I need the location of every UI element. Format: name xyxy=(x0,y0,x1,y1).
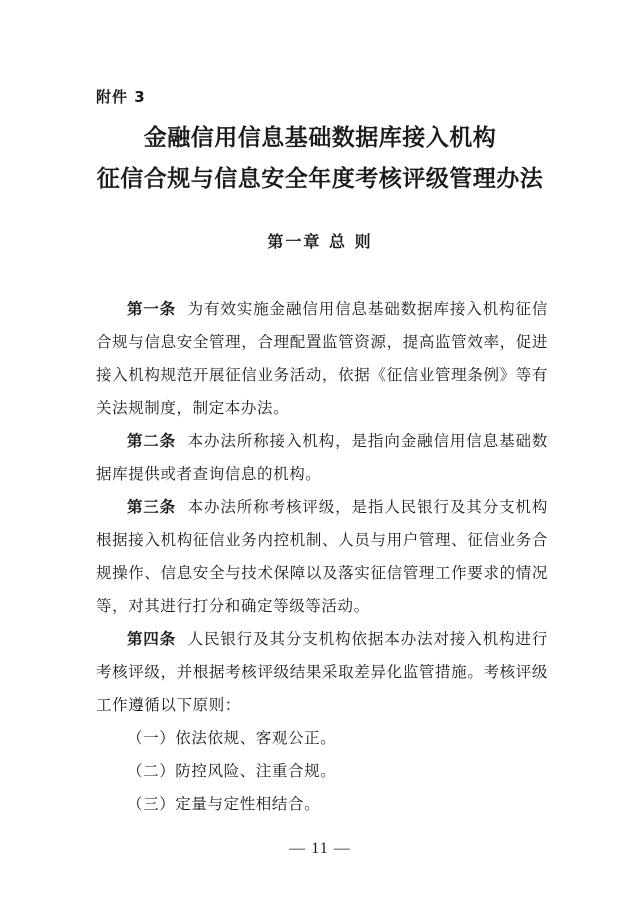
document-body xyxy=(96,293,548,821)
chapter-heading: 第一章 总 则 xyxy=(267,232,373,251)
article-label: 第一条 xyxy=(127,300,176,318)
document-title-line-1: 金融信用信息基础数据库接入机构 xyxy=(143,125,497,151)
article-text: 为有效实施金融信用信息基础数据库接入机构征信合规与信息安全管理，合理配置监管资源，提高监管效率，促进接入机构规范开展征信业务活动，依据《征信业管理条例》等有关法规制度，制定本办法。 xyxy=(96,300,548,417)
attachment-label: 附件 3 xyxy=(96,88,146,106)
page-number: — 11 — xyxy=(289,840,351,857)
article-2 xyxy=(96,425,548,491)
article-label: 第三条 xyxy=(127,498,176,516)
principle-item: （二）防控风险、注重合规。 xyxy=(127,762,337,780)
document-title-line-2: 征信合规与信息安全年度考核评级管理办法 xyxy=(96,166,544,192)
article-1 xyxy=(96,293,548,425)
article-4 xyxy=(96,623,548,722)
article-label: 第二条 xyxy=(127,432,176,450)
article-3 xyxy=(96,491,548,623)
article-text: 人民银行及其分支机构依据本办法对接入机构进行考核评级，并根据考核评级结果采取差异化监管措施。考核评级工作遵循以下原则： xyxy=(96,630,548,714)
principle-item: （一）依法依规、客观公正。 xyxy=(127,729,337,747)
article-label: 第四条 xyxy=(127,630,176,648)
article-text: 本办法所称考核评级，是指人民银行及其分支机构根据接入机构征信业务内控机制、人员与用户管理、征信业务合规操作、信息安全与技术保障以及落实征信管理工作要求的情况等，对其进行打分和确定等级等活动。 xyxy=(96,498,548,615)
article-text: 本办法所称接入机构，是指向金融信用信息基础数据库提供或者查询信息的机构。 xyxy=(96,432,548,483)
principle-item: （三）定量与定性相结合。 xyxy=(127,795,321,813)
